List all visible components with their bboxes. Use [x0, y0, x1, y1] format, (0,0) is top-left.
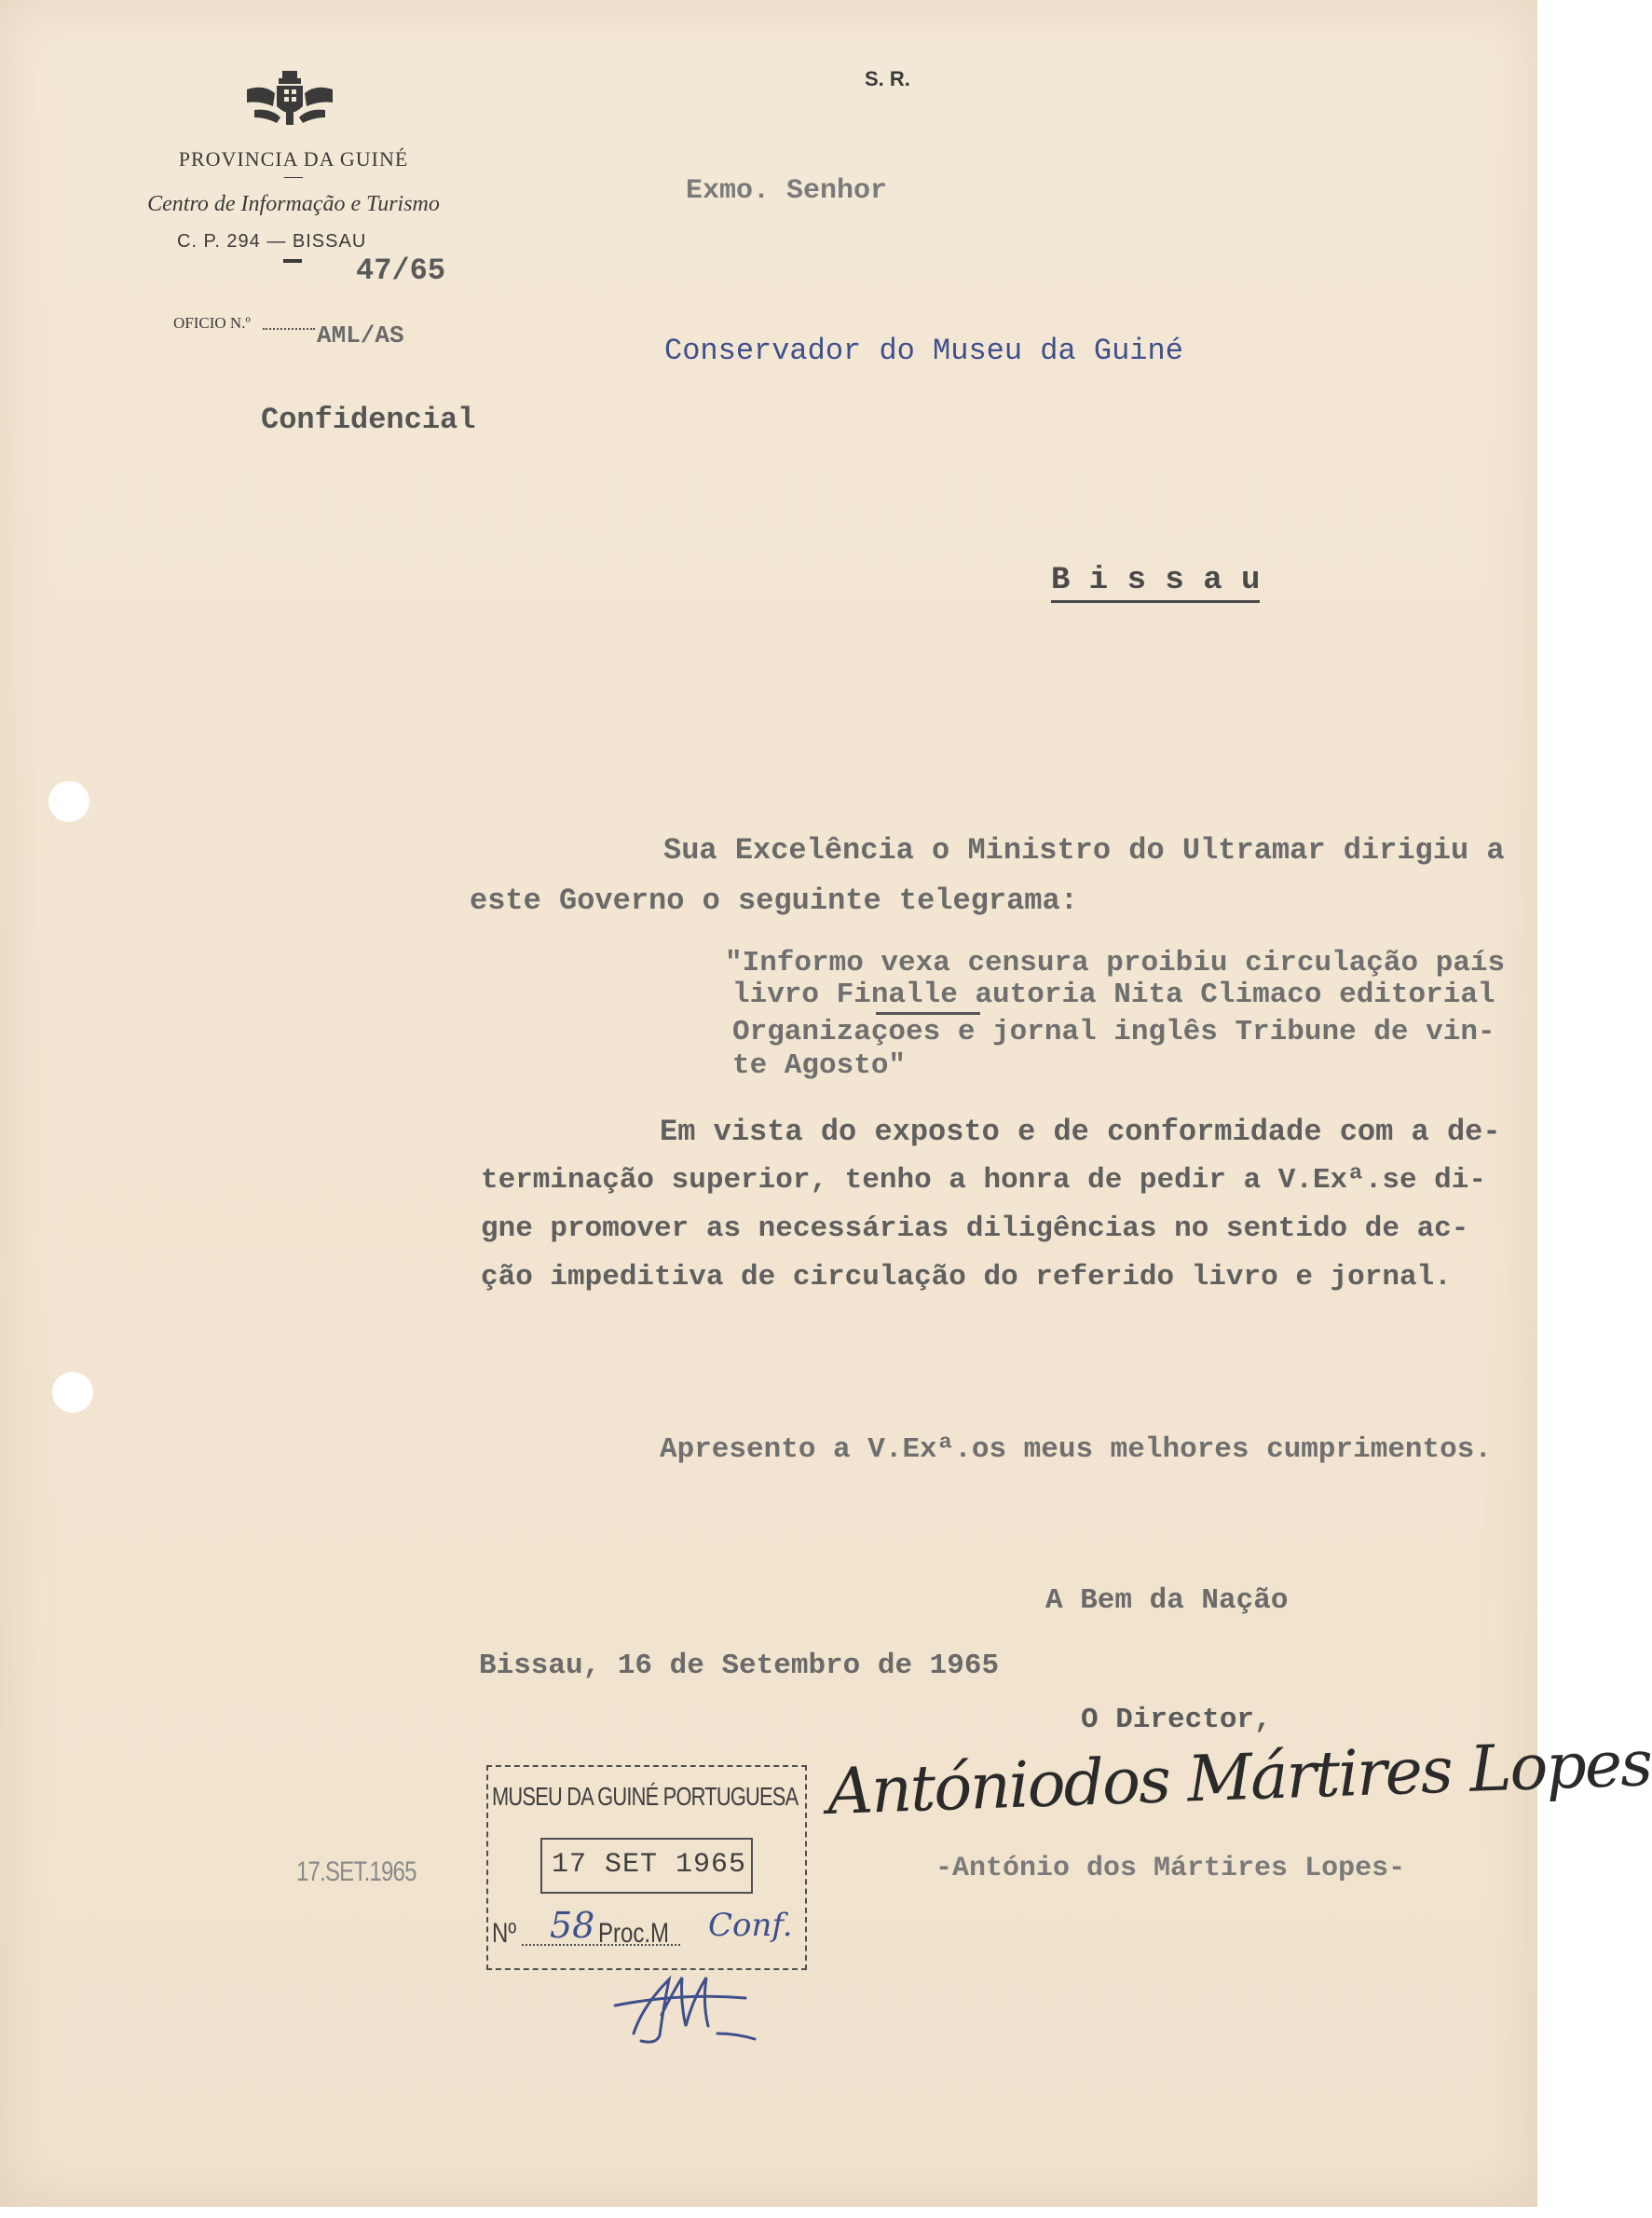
punch-hole-top — [48, 781, 89, 822]
intro-line-1: Sua Excelência o Ministro do Ultramar dirigiu a — [663, 833, 1505, 868]
director-role: O Director, — [1081, 1704, 1272, 1736]
telegram-line-1: "Informo vexa censura proibiu circulação país — [725, 947, 1506, 979]
request-line-1: Em vista do exposto e de conformidade com a de- — [660, 1115, 1501, 1149]
centre-name: Centro de Informação e Turismo — [147, 192, 440, 216]
museum-stamp-date-box — [540, 1838, 753, 1894]
request-line-3: gne promover as necessárias diligências no sentido de ac- — [481, 1212, 1469, 1245]
heading-dash: — — [284, 166, 303, 186]
reference-dash — [283, 259, 302, 263]
telegram-underline — [876, 1012, 980, 1015]
handwritten-initials — [606, 1968, 764, 2047]
stamp-number-value: 58 — [550, 1905, 595, 1946]
province-heading: PROVINCIA DA GUINÉ — [178, 147, 409, 171]
oficio-dotted-line — [263, 328, 315, 330]
sr-mark: S. R. — [865, 67, 910, 90]
director-name: -António dos Mártires Lopes- — [935, 1853, 1406, 1884]
oficio-number: AML/AS — [317, 322, 404, 349]
telegram-line-3: Organizaçoes e jornal inglês Tribune de vin- — [732, 1016, 1495, 1048]
closing-line: Apresento a V.Exª.os meus melhores cumprimentos. — [660, 1433, 1492, 1466]
oficio-label: OFICIO N.º — [173, 314, 251, 332]
addressee-city: B i s s a u — [1051, 563, 1260, 603]
handwritten-signature: Antóniodos Mártires Lopes — [826, 1727, 1652, 1829]
stamp-proc-label: Proc.M — [598, 1918, 670, 1949]
reference-number: 47/65 — [356, 253, 446, 288]
received-date-stamp: 17.SET.1965 — [296, 1856, 416, 1887]
punch-hole-bottom — [52, 1372, 93, 1413]
request-line-4: ção impeditiva de circulação do referido livro e jornal. — [481, 1261, 1452, 1294]
museum-stamp-name: MUSEU DA GUINÉ PORTUGUESA — [492, 1782, 799, 1811]
salutation: Exmo. Senhor — [686, 175, 888, 207]
telegram-line-2: livro Finalle autoria Nita Climaco editorial — [732, 979, 1495, 1011]
classification: Confidencial — [261, 403, 476, 437]
telegram-line-4: te Agosto" — [732, 1049, 907, 1082]
request-line-2: terminação superior, tenho a honra de pedir a V.Exª.se di- — [481, 1164, 1486, 1197]
place-date: Bissau, 16 de Setembro de 1965 — [479, 1650, 1000, 1682]
postbox-address: C. P. 294 — BISSAU — [177, 231, 367, 252]
intro-line-2: este Governo o seguinte telegrama: — [470, 883, 1078, 918]
motto: A Bem da Nação — [1045, 1584, 1289, 1617]
stamp-number-label: Nº — [492, 1918, 517, 1949]
addressee-title: Conservador do Museu da Guiné — [664, 334, 1183, 368]
museum-stamp-date: 17 SET 1965 — [552, 1849, 747, 1881]
stamp-proc-value: Conf. — [708, 1907, 793, 1944]
coat-of-arms-emblem — [245, 69, 334, 127]
museum-stamp — [486, 1765, 807, 1970]
